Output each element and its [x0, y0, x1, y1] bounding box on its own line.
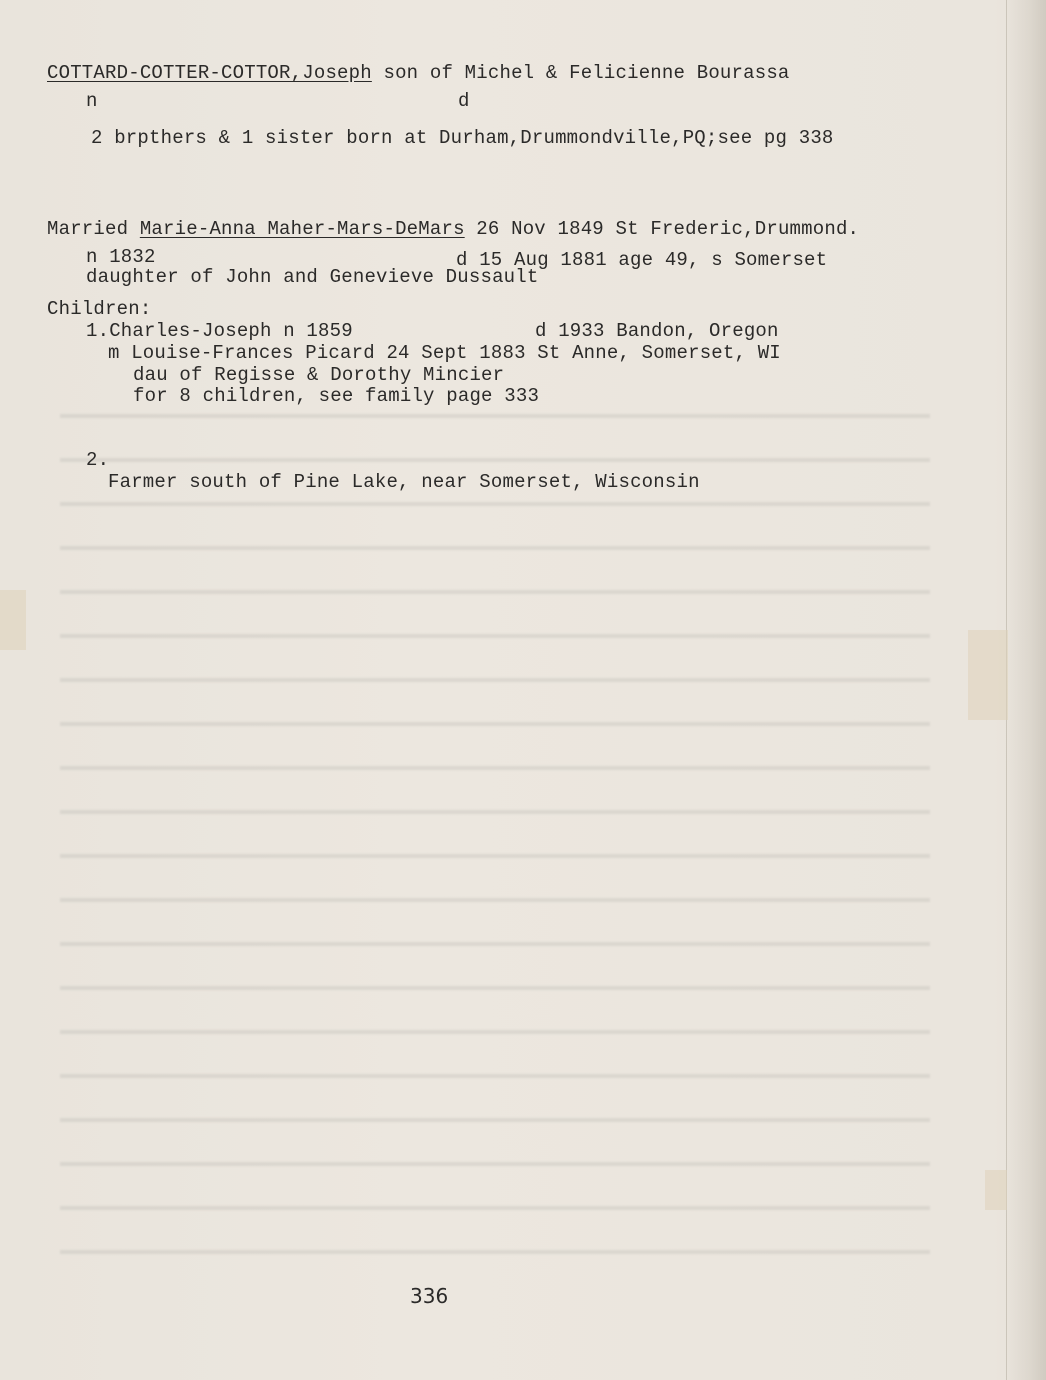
child1-line: 1.Charles-Joseph n 1859 — [86, 320, 353, 342]
child1-spouse-parents: dau of Regisse & Dorothy Mincier — [133, 364, 505, 386]
children-heading: Children: — [47, 298, 152, 320]
birth-mark: n — [86, 90, 98, 112]
tape-right — [968, 630, 1008, 720]
spouse-born: n 1832 — [86, 246, 156, 268]
marriage-details: 26 Nov 1849 St Frederic,Drummond. — [464, 218, 860, 240]
header-line — [47, 62, 790, 84]
subject-name: COTTARD-COTTER-COTTOR,Joseph — [47, 62, 372, 84]
spouse-parents: daughter of John and Genevieve Dussault — [86, 266, 539, 288]
page-edge-shadow — [1006, 0, 1046, 1380]
farmer-note: Farmer south of Pine Lake, near Somerset, Wisconsin — [108, 471, 700, 493]
spouse-died: d 15 Aug 1881 age 49, s Somerset — [456, 249, 828, 271]
child1-death: d 1933 Bandon, Oregon — [535, 320, 779, 342]
marriage-line — [47, 218, 859, 240]
spouse-name: Marie-Anna Maher-Mars-DeMars — [139, 218, 465, 240]
child2-line: 2. — [86, 449, 110, 471]
siblings-note: 2 brpthers & 1 sister born at Durham,Drummondville,PQ;see pg 338 — [91, 127, 834, 149]
death-mark: d — [458, 90, 470, 112]
page-number: 336 — [410, 1284, 449, 1308]
tape-left — [0, 590, 26, 650]
child1-marriage: m Louise-Frances Picard 24 Sept 1883 St Anne, Somerset, WI — [108, 342, 781, 364]
bleed-through-texture — [60, 400, 930, 1280]
subject-parents: son of Michel & Felicienne Bourassa — [371, 62, 790, 84]
tape-right-lower — [985, 1170, 1007, 1210]
marriage-prefix: Married — [47, 218, 140, 240]
child1-children-note: for 8 children, see family page 333 — [133, 385, 540, 407]
